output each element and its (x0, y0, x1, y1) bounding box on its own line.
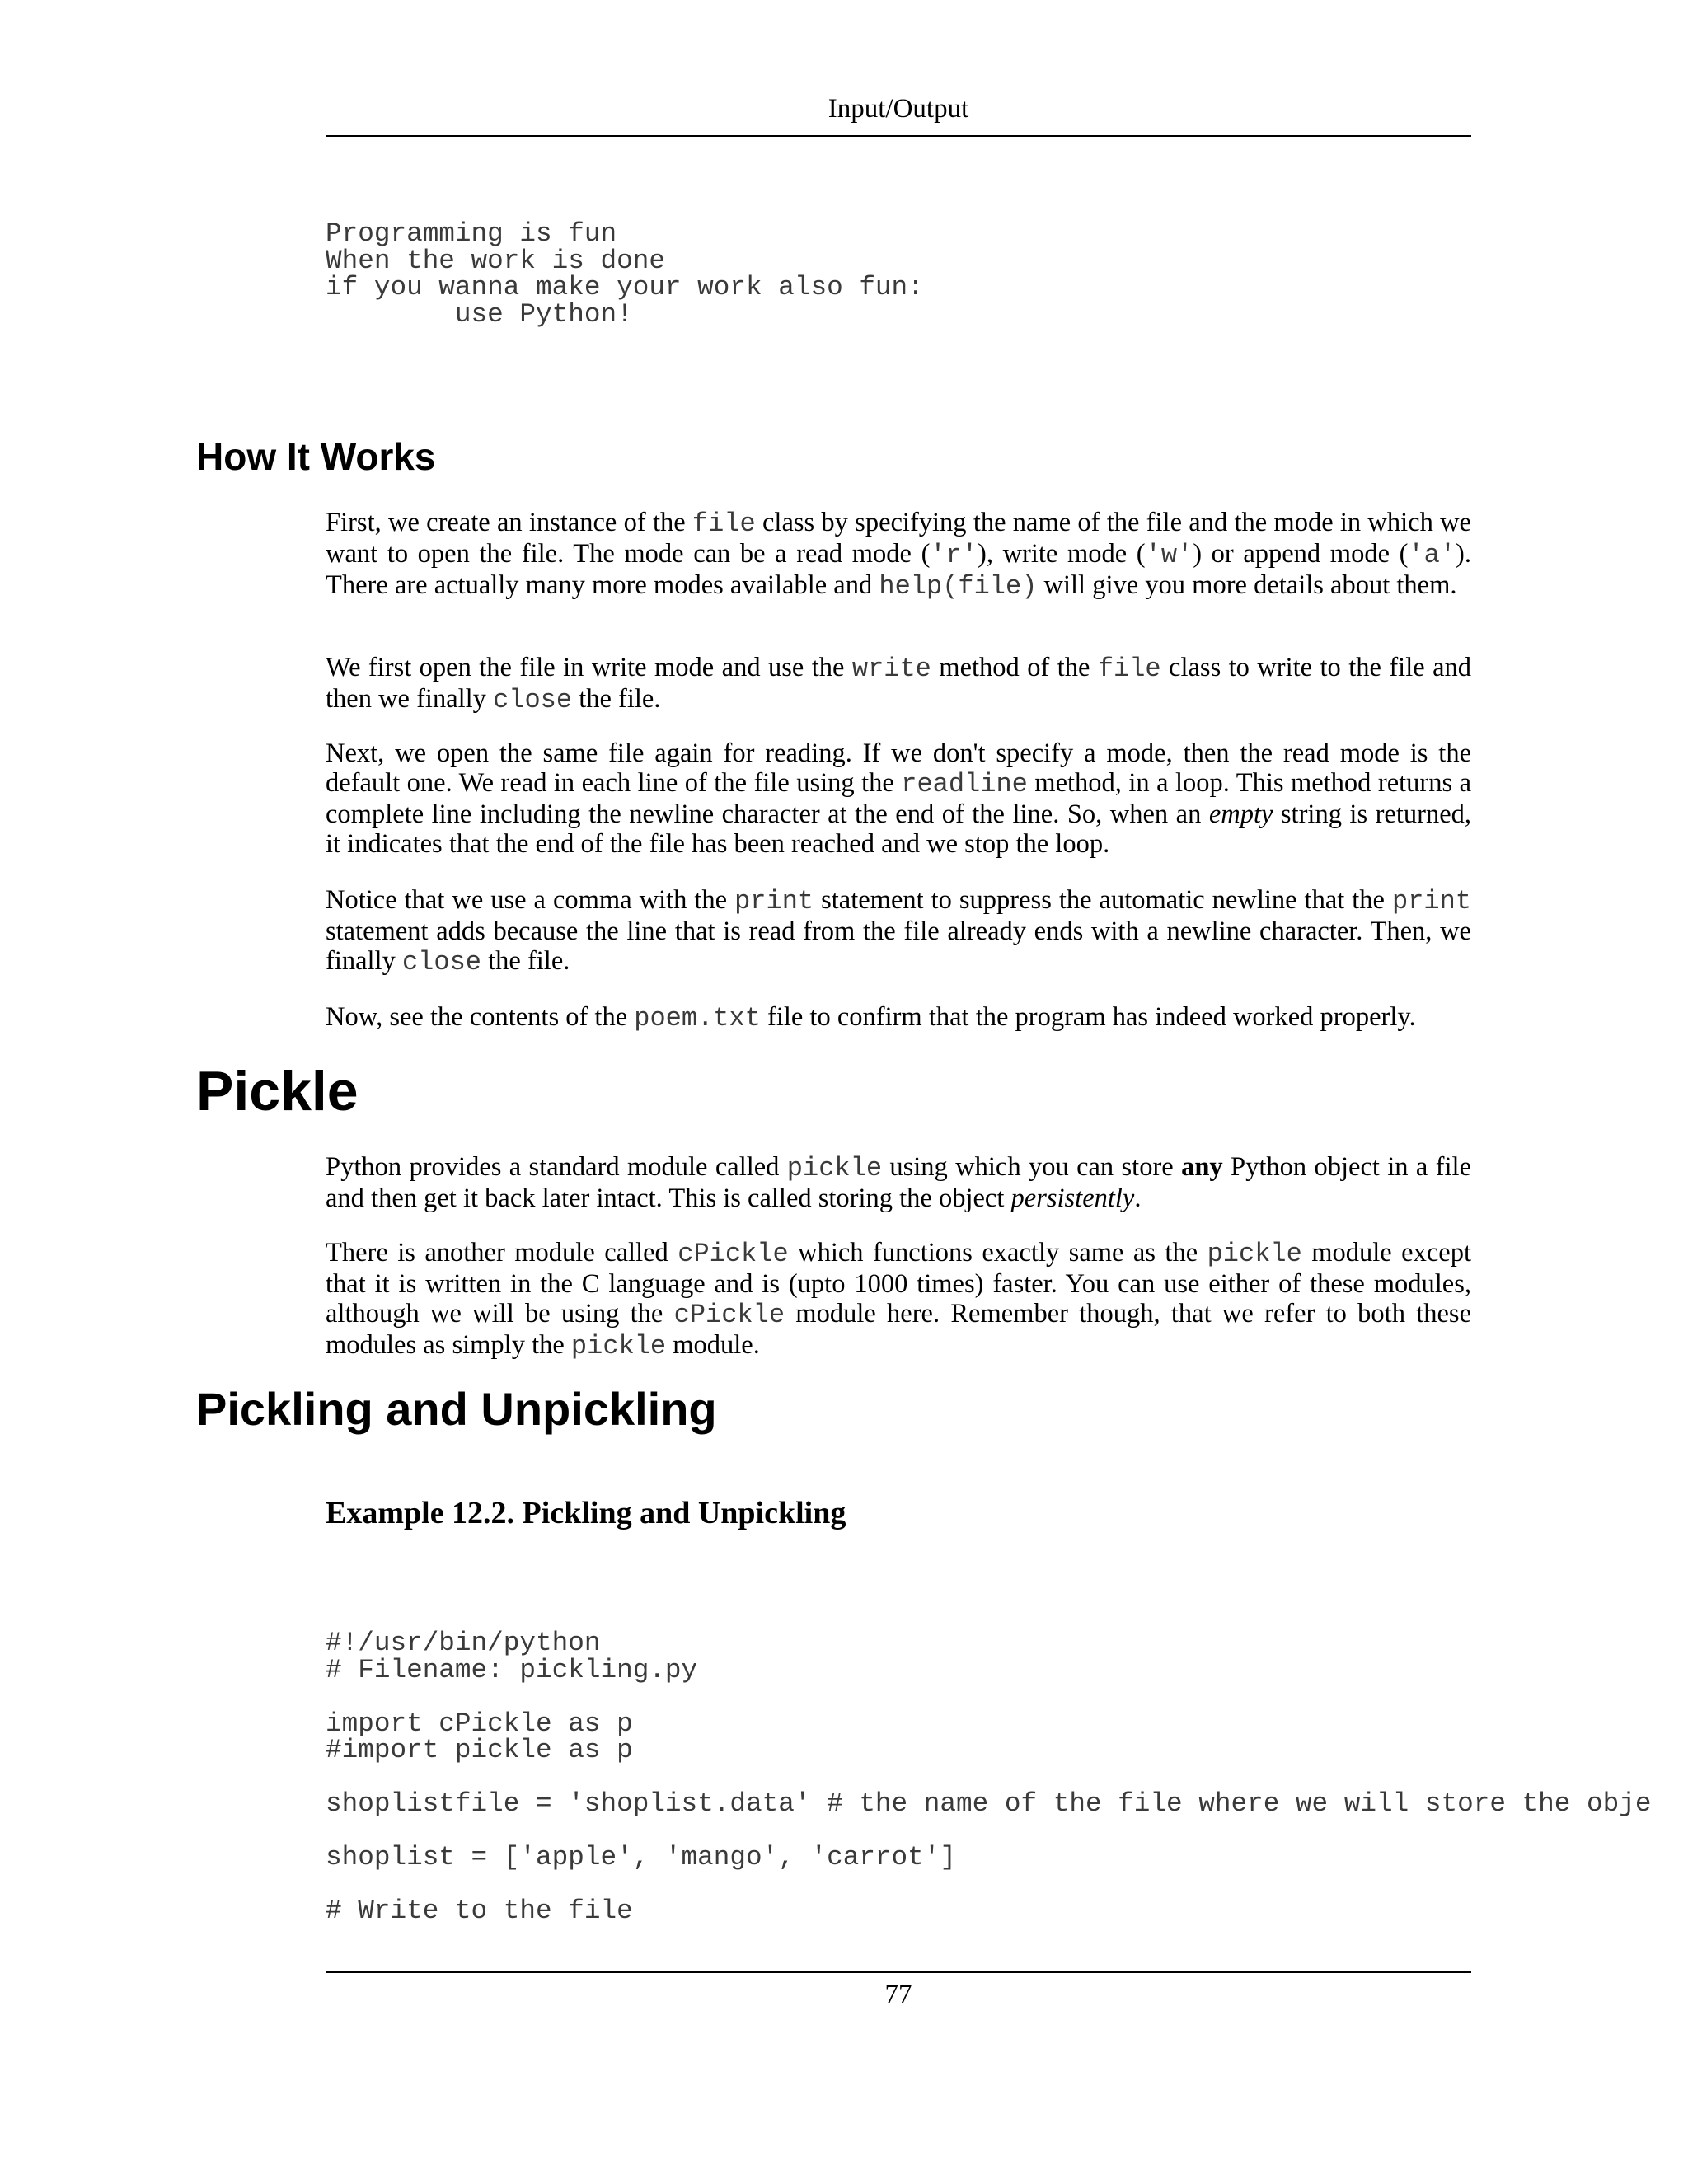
text: Now, see the contents of the (326, 1002, 635, 1032)
code-readline: readline (901, 769, 1028, 799)
text: ). There are actually many more modes available and (326, 539, 1471, 600)
page-number: 77 (884, 1980, 912, 2009)
how-it-works-heading: How It Works (196, 435, 436, 478)
output-block: Programming is fun When the work is done if you wanna make your work also fun: use Python! (326, 218, 924, 330)
text: Python provides a standard module called (326, 1152, 787, 1182)
code-file: file (692, 509, 756, 539)
header-rule (326, 135, 1471, 137)
how-it-works-para-3 (326, 738, 1471, 859)
text: module here. Remember though, that we refer to both these modules as simply the (326, 1299, 1472, 1360)
text: the file. (481, 946, 570, 976)
code-pickle: pickle (570, 1331, 667, 1361)
text: class to write to the file and then we finally (326, 653, 1471, 714)
text: Notice that we use a comma with the (326, 885, 735, 915)
running-header: Input/Output (828, 94, 969, 124)
text: We first open the file in write mode and use the (326, 653, 852, 682)
code-w: 'w' (1145, 540, 1193, 570)
text: module. (666, 1330, 760, 1360)
code-block: #!/usr/bin/python # Filename: pickling.py import cPickle as p #import pickle as p shoplistfile = 'shoplist.data' # the name of the file where we will store the obje shoplist = ['apple', 'mango', 'carrot'] # Write to the file (326, 1628, 1652, 1926)
text: string is returned, it indicates that the end of the file has been reached and we stop the loop. (326, 799, 1471, 859)
text: ), write mode ( (978, 539, 1146, 569)
code-pickle: pickle (1207, 1239, 1302, 1269)
text: module except that it is written in the C language and is (upto 1000 times) faster. You can use either of these modules, although we will be using the (326, 1238, 1471, 1329)
example-title: Example 12.2. Pickling and Unpickling (326, 1496, 846, 1530)
code-close: close (493, 685, 573, 715)
text: There is another module called (326, 1238, 678, 1268)
how-it-works-para-4 (326, 885, 1471, 977)
text: First, we create an instance of the (326, 508, 692, 537)
text: ) or append mode ( (1193, 539, 1409, 569)
how-it-works-para-1 (326, 508, 1471, 602)
code-pickle: pickle (786, 1153, 883, 1183)
footer-rule (326, 1971, 1471, 1973)
pickle-para-1 (326, 1152, 1471, 1213)
code-a: 'a' (1408, 540, 1456, 570)
code-write: write (851, 654, 931, 684)
emphasis-persistently: persistently (1010, 1183, 1135, 1213)
code-close: close (401, 947, 481, 977)
code-r: 'r' (930, 540, 978, 570)
code-poem-txt: poem.txt (634, 1003, 761, 1033)
text: method of the (931, 653, 1098, 682)
how-it-works-para-2 (326, 653, 1471, 715)
text: which functions exactly same as the (788, 1238, 1207, 1268)
pickle-heading: Pickle (196, 1060, 359, 1122)
text: . (1134, 1183, 1142, 1213)
text: will give you more details about them. (1037, 570, 1457, 600)
text: statement to suppress the automatic newline that the (814, 885, 1392, 915)
code-cpickle: cPickle (673, 1300, 785, 1330)
text: class by specifying the name of the file and the mode in which we want to open the file. The mode can be a read mode ( (326, 508, 1471, 569)
text: the file. (572, 684, 661, 714)
text: using which you can store (882, 1152, 1182, 1182)
text: Python object in a file and then get it back later intact. This is called storing the object (326, 1152, 1471, 1213)
code-print: print (734, 886, 814, 916)
code-file: file (1097, 654, 1161, 684)
text: file to confirm that the program has indeed worked properly. (760, 1002, 1416, 1032)
pickle-para-2 (326, 1238, 1471, 1361)
how-it-works-para-5 (326, 1002, 1471, 1033)
code-print: print (1391, 886, 1471, 916)
code-cpickle: cPickle (678, 1239, 789, 1269)
code-help-file: help(file) (879, 571, 1038, 602)
text: statement adds because the line that is read from the file already ends with a newline character. Then, we finally (326, 916, 1471, 976)
pickling-heading: Pickling and Unpickling (196, 1383, 717, 1435)
text: Next, we open the same file again for reading. If we don't specify a mode, then the read mode is the default one. We read in each line of the file using the (326, 738, 1471, 798)
strong-any: any (1181, 1152, 1223, 1182)
emphasis-empty: empty (1208, 799, 1273, 829)
text: method, in a loop. This method returns a complete line including the newline character at the end of the line. So, when an (326, 768, 1471, 829)
